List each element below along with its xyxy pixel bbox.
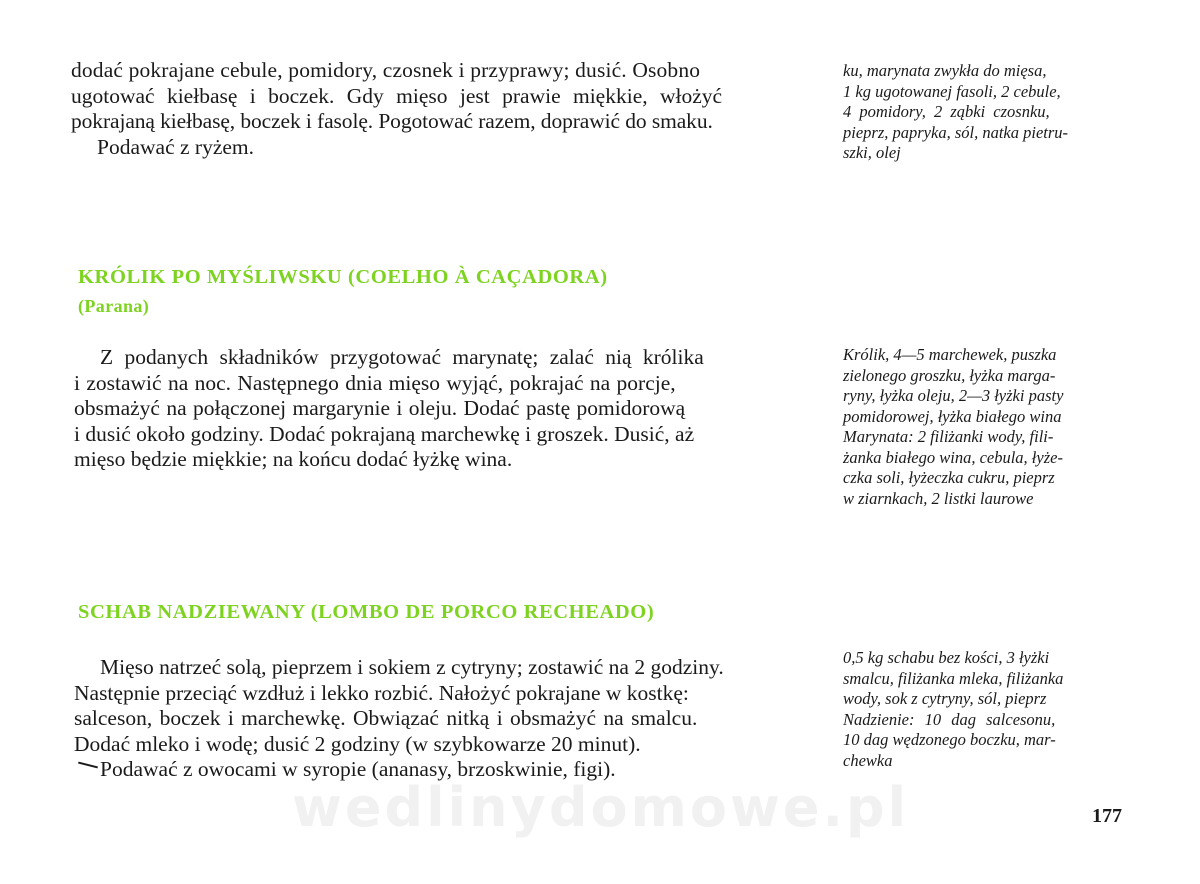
ingredient-line: smalcu, filiżanka mleka, filiżanka	[843, 668, 1064, 688]
ingredient-line: szki, olej	[843, 143, 901, 162]
ingredient-line: 0,5 kg schabu bez kości, 3 łyżki	[843, 648, 1050, 667]
recipe-title: SCHAB NADZIEWANY (LOMBO DE PORCO RECHEADO)	[78, 601, 655, 623]
ingredient-line: Królik, 4—5 marchewek, puszka	[843, 345, 1057, 364]
ingredient-line: zielonego groszku, łyżka marga-	[843, 365, 1056, 385]
text-line	[74, 345, 809, 371]
text-line	[74, 655, 809, 681]
text-line: obsmażyć na połączonej margarynie i oleju. Dodać pastę pomidorową	[74, 396, 686, 420]
recipe-ingredients	[843, 345, 1128, 509]
text-line: pokrajaną kiełbasę, boczek i fasolę. Pogotować razem, doprawić do smaku.	[71, 109, 713, 133]
text-line: Dodać mleko i wodę; dusić 2 godziny (w szybkowarze 20 minut).	[74, 731, 641, 756]
page-number: 177	[1092, 805, 1122, 827]
text-fragment: Mięso natrzeć solą, pieprzem i sokiem z cytryny; zostawić na 2 godziny.	[100, 655, 724, 679]
text-fragment: Podawać z owocami w syropie (ananasy, brzoskwinie, figi).	[100, 757, 616, 781]
ingredient-line: czka soli, łyżeczka cukru, pieprz	[843, 468, 1055, 487]
ingredient-line: 4 pomidory, 2 ząbki czosnku,	[843, 102, 1050, 121]
intro-body	[71, 58, 806, 160]
ingredient-line: Nadzienie: 10 dag salcesonu,	[843, 709, 1056, 729]
ingredient-line: żanka białego wina, cebula, łyże-	[843, 447, 1063, 467]
text-line: i dusić około godziny. Dodać pokrajaną marchewkę i groszek. Dusić, aż	[74, 421, 695, 446]
text-line	[71, 135, 806, 161]
ingredient-line: wody, sok z cytryny, sól, pieprz	[843, 689, 1047, 708]
recipe-ingredients	[843, 648, 1128, 771]
ingredient-line: Marynata: 2 filiżanki wody, fili-	[843, 427, 1054, 446]
recipe-region: (Parana)	[78, 296, 150, 316]
ingredient-line: pieprz, papryka, sól, natka pietru-	[843, 122, 1069, 142]
ingredient-line: ryny, łyżka oleju, 2—3 łyżki pasty	[843, 386, 1064, 405]
recipe-body	[74, 345, 809, 473]
ingredient-line: 1 kg ugotowanej fasoli, 2 cebule,	[843, 81, 1061, 101]
ingredient-line: ku, marynata zwykła do mięsa,	[843, 61, 1047, 80]
intro-ingredients	[843, 61, 1128, 164]
text-line: i zostawić na noc. Następnego dnia mięso wyjąć, pokrajać na porcje,	[74, 370, 676, 395]
ingredient-line: chewka	[843, 750, 893, 770]
text-line: mięso będzie miękkie; na końcu dodać łyżkę wina.	[74, 447, 513, 471]
text-line: salceson, boczek i marchewkę. Obwiązać nitką i obsmażyć na smalcu.	[74, 706, 698, 730]
recipe-body	[74, 655, 809, 783]
text-fragment: Podawać z ryżem.	[97, 134, 254, 159]
text-line: Następnie przeciąć wzdłuż i lekko rozbić. Nałożyć pokrajane w kostkę:	[74, 680, 689, 705]
ingredient-line: pomidorowej, łyżka białego wina	[843, 406, 1062, 426]
text-line: ugotować kiełbasę i boczek. Gdy mięso jest prawie miękkie, włożyć	[71, 83, 723, 108]
ingredient-line: 10 dag wędzonego boczku, mar-	[843, 730, 1056, 749]
watermark: wedlinydomowe.pl	[292, 776, 910, 839]
recipe-title: KRÓLIK PO MYŚLIWSKU (COELHO À CAÇADORA)	[78, 266, 608, 288]
text-fragment: Z podanych składników przygotować marynatę; zalać nią królika	[100, 345, 704, 369]
ingredient-line: w ziarnkach, 2 listki laurowe	[843, 488, 1034, 508]
text-line: dodać pokrajane cebule, pomidory, czosnek i przyprawy; dusić. Osobno	[71, 58, 701, 82]
